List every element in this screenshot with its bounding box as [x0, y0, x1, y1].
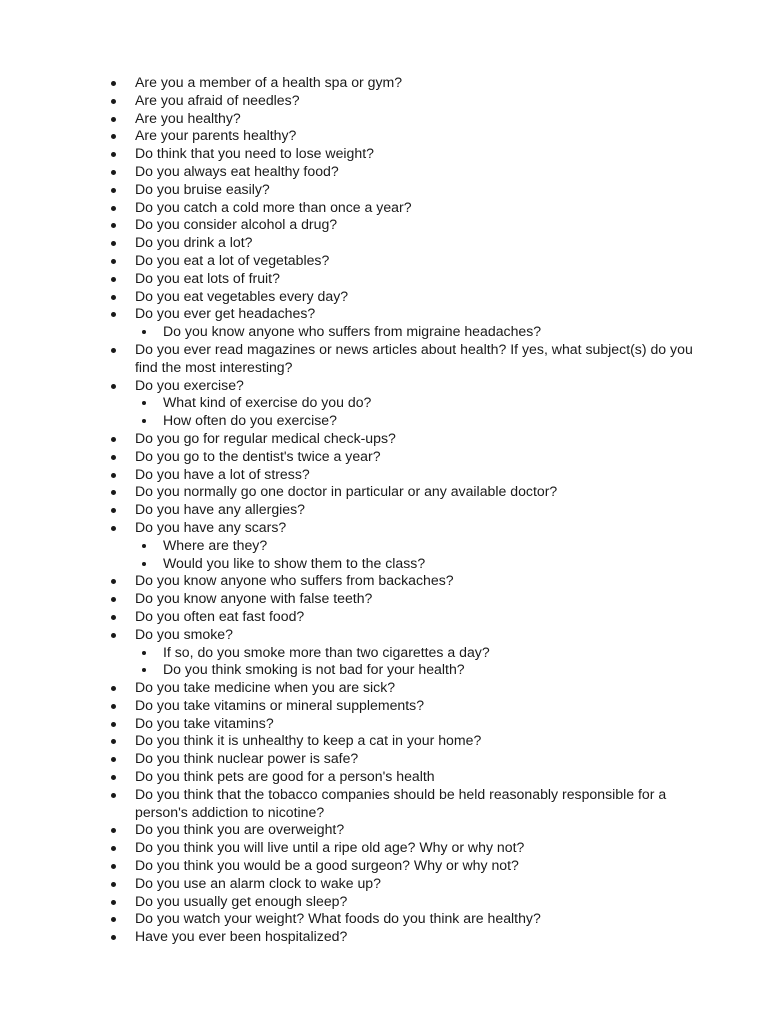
question-item: [108, 839, 708, 857]
question-item: [108, 679, 708, 697]
question-text: Do you go to the dentist's twice a year?: [135, 447, 381, 464]
question-item: [108, 216, 708, 234]
question-item: [108, 92, 708, 110]
question-text: Do you think nuclear power is safe?: [135, 750, 359, 767]
question-item: [108, 732, 708, 750]
question-item: [108, 928, 708, 946]
question-item: [108, 448, 708, 466]
question-item: [108, 626, 708, 679]
question-text: Do you exercise?: [135, 376, 244, 393]
question-text: Do you have any allergies?: [135, 501, 306, 518]
sub-question-item: If so, do you smoke more than two cigarettes a day?: [135, 644, 708, 662]
question-item: [108, 341, 708, 377]
question-item: [108, 181, 708, 199]
question-text: Do you think you are overweight?: [135, 821, 345, 838]
question-text: Are you healthy?: [135, 109, 241, 126]
question-text: Do you eat vegetables every day?: [135, 287, 349, 304]
question-text: Do you have a lot of stress?: [135, 465, 310, 482]
question-text: Do you think it is unhealthy to keep a cat in your home?: [135, 732, 482, 749]
question-text: Do you have any scars?: [135, 518, 287, 535]
question-item: [108, 288, 708, 306]
question-text: Do you think you will live until a ripe old age? Why or why not?: [135, 839, 525, 856]
question-item: [108, 430, 708, 448]
sub-question-item: What kind of exercise do you do?: [135, 394, 708, 412]
question-item: [108, 750, 708, 768]
question-item: [108, 74, 708, 92]
question-item: [108, 572, 708, 590]
sub-question-item: Do you know anyone who suffers from migraine headaches?: [135, 323, 708, 341]
question-item: [108, 768, 708, 786]
question-text: Do you take medicine when you are sick?: [135, 679, 396, 696]
question-text: Do you take vitamins?: [135, 714, 274, 731]
question-text: Do you think you would be a good surgeon? Why or why not?: [135, 857, 519, 874]
question-item: [108, 466, 708, 484]
question-item: [108, 786, 708, 822]
question-text: Do you know anyone who suffers from backaches?: [135, 572, 454, 589]
question-list: [108, 74, 708, 946]
question-item: [108, 163, 708, 181]
question-text: Do you often eat fast food?: [135, 607, 305, 624]
question-item: [108, 145, 708, 163]
sub-question-list: [135, 537, 708, 573]
question-item: [108, 110, 708, 128]
question-text: Do you go for regular medical check-ups?: [135, 429, 396, 446]
question-text: Do you smoke?: [135, 625, 233, 642]
question-text: Do you consider alcohol a drug?: [135, 216, 338, 233]
question-item: [108, 270, 708, 288]
question-text: Do you always eat healthy food?: [135, 162, 339, 179]
question-item: [108, 252, 708, 270]
sub-question-item: Where are they?: [135, 537, 708, 555]
question-item: [108, 377, 708, 430]
sub-question-list: [135, 394, 708, 430]
sub-question-item: Would you like to show them to the class?: [135, 555, 708, 573]
question-item: [108, 234, 708, 252]
question-item: [108, 608, 708, 626]
question-text: Do you watch your weight? What foods do you think are healthy?: [135, 910, 541, 927]
question-item: [108, 501, 708, 519]
question-text: Do you eat a lot of vegetables?: [135, 251, 330, 268]
question-text: Do you ever read magazines or news articles about health? If yes, what subject(s) do you find the most interesting?: [135, 340, 693, 375]
question-text: Do think that you need to lose weight?: [135, 145, 374, 162]
question-item: [108, 857, 708, 875]
question-text: Do you bruise easily?: [135, 180, 270, 197]
question-text: Have you ever been hospitalized?: [135, 928, 348, 945]
question-text: Do you use an alarm clock to wake up?: [135, 874, 381, 891]
sub-question-list: [135, 323, 708, 341]
sub-question-list: [135, 644, 708, 680]
question-text: Do you catch a cold more than once a year?: [135, 198, 412, 215]
question-text: Do you ever get headaches?: [135, 305, 316, 322]
question-item: [108, 519, 708, 572]
sub-question-item: How often do you exercise?: [135, 412, 708, 430]
question-text: Do you eat lots of fruit?: [135, 269, 280, 286]
question-text: Do you usually get enough sleep?: [135, 892, 348, 909]
question-item: [108, 483, 708, 501]
question-item: [108, 715, 708, 733]
sub-question-item: Do you think smoking is not bad for your health?: [135, 661, 708, 679]
question-item: [108, 697, 708, 715]
question-text: Do you think pets are good for a person's health: [135, 768, 435, 785]
question-text: Are you afraid of needles?: [135, 91, 300, 108]
question-item: [108, 910, 708, 928]
question-item: [108, 821, 708, 839]
question-text: Do you drink a lot?: [135, 234, 253, 251]
question-text: Do you think that the tobacco companies should be held reasonably responsible for a person's addiction to nicotine?: [135, 785, 667, 820]
question-text: Do you take vitamins or mineral supplements?: [135, 696, 425, 713]
question-text: Are your parents healthy?: [135, 127, 297, 144]
question-text: Are you a member of a health spa or gym?: [135, 74, 403, 90]
question-item: [108, 590, 708, 608]
question-item: [108, 893, 708, 911]
question-item: [108, 199, 708, 217]
question-text: Do you normally go one doctor in particular or any available doctor?: [135, 483, 558, 500]
question-text: Do you know anyone with false teeth?: [135, 590, 373, 607]
question-item: [108, 305, 708, 341]
question-item: [108, 875, 708, 893]
question-item: [108, 127, 708, 145]
